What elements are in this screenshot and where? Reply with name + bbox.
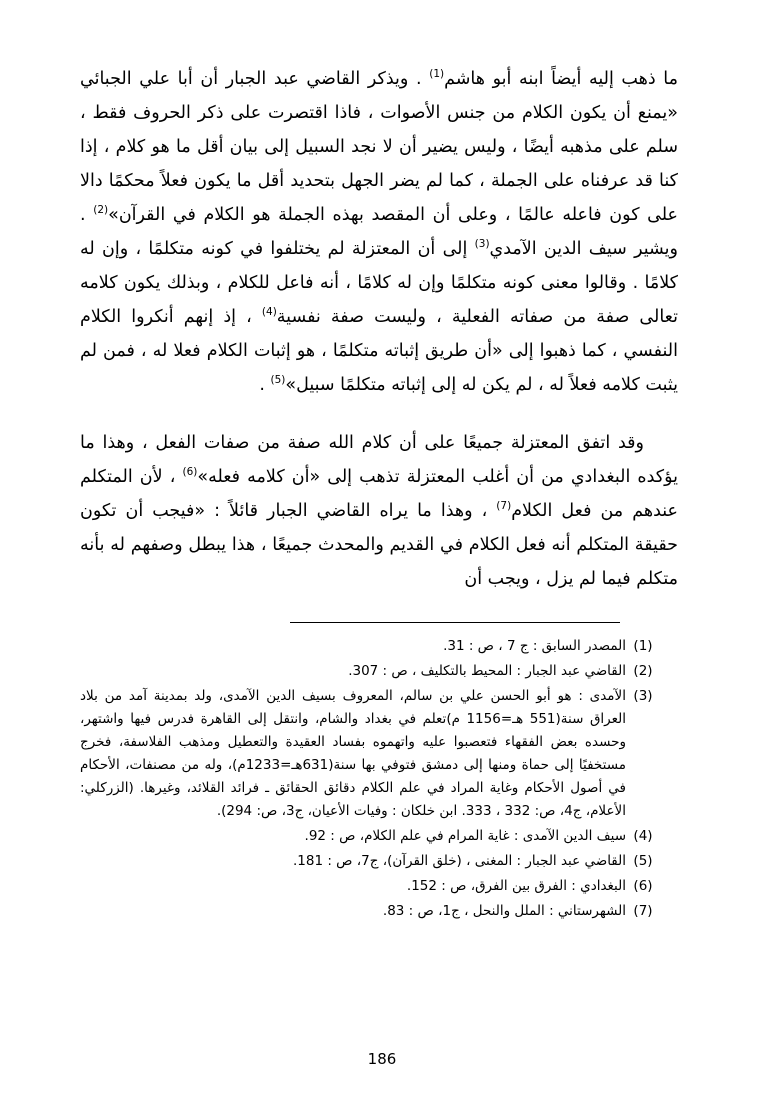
- footnote-text: المصدر السابق : ج 7 ، ص : 31.: [443, 638, 626, 654]
- footnote-text: الآمدى : هو أبو الحسن علي بن سالم، المعروف بسيف الدين الآمدى، ولد بمدينة آمد من بلاد العراق سنة(551 هـ=1156 م)تعلم في بغداد والشام، وانتقل إلى القاهرة فدرس فيها واشتهر، وحسده بعض الفقهاء فتعصبوا عليه واتهموه بفساد العقيدة والتعطيل ومذهب الفلاسفة، فخرج مستخفيًا إلى حماة ومنها إلى دمشق فتوفي بها سنة(631هـ=1233م)، وله من مصنفات، الأحكام في أصول الأحكام وغاية المراد في علم الكلام دقائق الحقائق ـ فرائد القلائد، وغيرها. (الزركلي: الأعلام، ج4، ص: 332 ، 333. ابن خلكان : وفيات الأعيان، ج3، ص: 294).: [80, 688, 626, 819]
- footnote-item: [80, 900, 660, 923]
- body-text-block: [80, 62, 678, 596]
- paragraph-2: وقد اتفق المعتزلة جميعًا على أن كلام الله صفة من صفات الفعل ، وهذا ما يؤكده البغدادي من أن أغلب المعتزلة تذهب إلى «أن كلامه فعله»$^{(6)}$ ، لأن المتكلم عندهم من فعل الكلام$^{(7)}$ ، وهذا ما يراه القاضي الجبار قائلاً : «فيجب أن تكون حقيقة المتكلم أنه فعل الكلام في القديم والمحدث جميعًا ، هذا يبطل وصفهم له بأنه متكلم فيما لم يزل ، ويجب أن: [80, 433, 678, 589]
- footnote-list: [80, 635, 660, 923]
- footnote-item: [80, 660, 660, 683]
- paragraph-1: ما ذهب إليه أيضاً ابنه أبو هاشم$^{(1)}$ . ويذكر القاضي عبد الجبار أن أبا علي الجبائي «يمنع أن يكون الكلام من جنس الأصوات ، فاذا اقتصرت على ذكر الحروف فقط ، سلم على مذهبه أيضًا ، وليس يضير أن لا نجد السبيل إلى بيان أقل ما هو كلام ، إذا كنا قد عرفناه على الجملة ، كما لم يضر الجهل بتحديد أقل ما يكون فعلاً محكمًا دالا على كون فاعله عالمًا ، وعلى أن المقصد بهذه الجملة هو الكلام في القرآن»$^{(2)}$ . ويشير سيف الدين الآمدي$^{(3)}$ إلى أن المعتزلة لم يختلفوا في كونه متكلمًا ، وإن له كلامًا . وقالوا معنى كونه متكلمًا وإن له كلامًا ، أنه فاعل للكلام ، وبذلك يكون كلامه تعالى صفة من صفاته الفعلية ، وليست صفة نفسية$^{(4)}$ ، إذ إنهم أنكروا الكلام النفسي ، كما ذهبوا إلى «أن طريق إثباته متكلمًا ، هو إثبات الكلام فعلا له ، فمن لم يثبت كلامه فعلاً له ، لم يكن له إلى إثباته متكلمًا سبيل»$^{(5)}$ .: [80, 68, 678, 395]
- footnote-marker: (4): [261, 306, 277, 319]
- footnote-number: (5): [633, 853, 653, 869]
- footnote-number: (7): [633, 903, 653, 919]
- footnote-marker: (2): [93, 204, 109, 217]
- footnote-item: [80, 685, 660, 823]
- footnote-text: سيف الدين الآمدى : غاية المرام في علم الكلام، ص : 92.: [304, 828, 626, 844]
- footnote-item: [80, 850, 660, 873]
- footnote-item: [80, 635, 660, 658]
- footnote-number: (2): [633, 663, 653, 679]
- footnote-number: (6): [633, 878, 653, 894]
- footnote-marker: (5): [270, 374, 286, 387]
- footnote-marker: (3): [474, 238, 490, 251]
- footnote-item: [80, 875, 660, 898]
- footnote-item: [80, 825, 660, 848]
- footnote-text: القاضي عبد الجبار : المحيط بالتكليف ، ص : 307.: [348, 663, 626, 679]
- footnote-number: (3): [633, 688, 653, 704]
- footnote-text: البغدادي : الفرق بين الفرق، ص : 152.: [406, 878, 626, 894]
- footnote-marker: (1): [429, 68, 445, 81]
- footnote-separator: [290, 622, 620, 623]
- footnote-text: الشهرستاني : الملل والنحل ، ج1، ص : 83.: [382, 903, 626, 919]
- footnote-marker: (6): [182, 466, 198, 479]
- footnote-marker: (7): [496, 500, 512, 513]
- page-number: 186: [367, 1050, 397, 1068]
- footnote-number: (1): [633, 638, 653, 654]
- footnote-number: (4): [633, 828, 653, 844]
- footnote-text: القاضي عبد الجبار : المغنى ، (خلق القرآن)، ج7، ص : 181.: [292, 853, 626, 869]
